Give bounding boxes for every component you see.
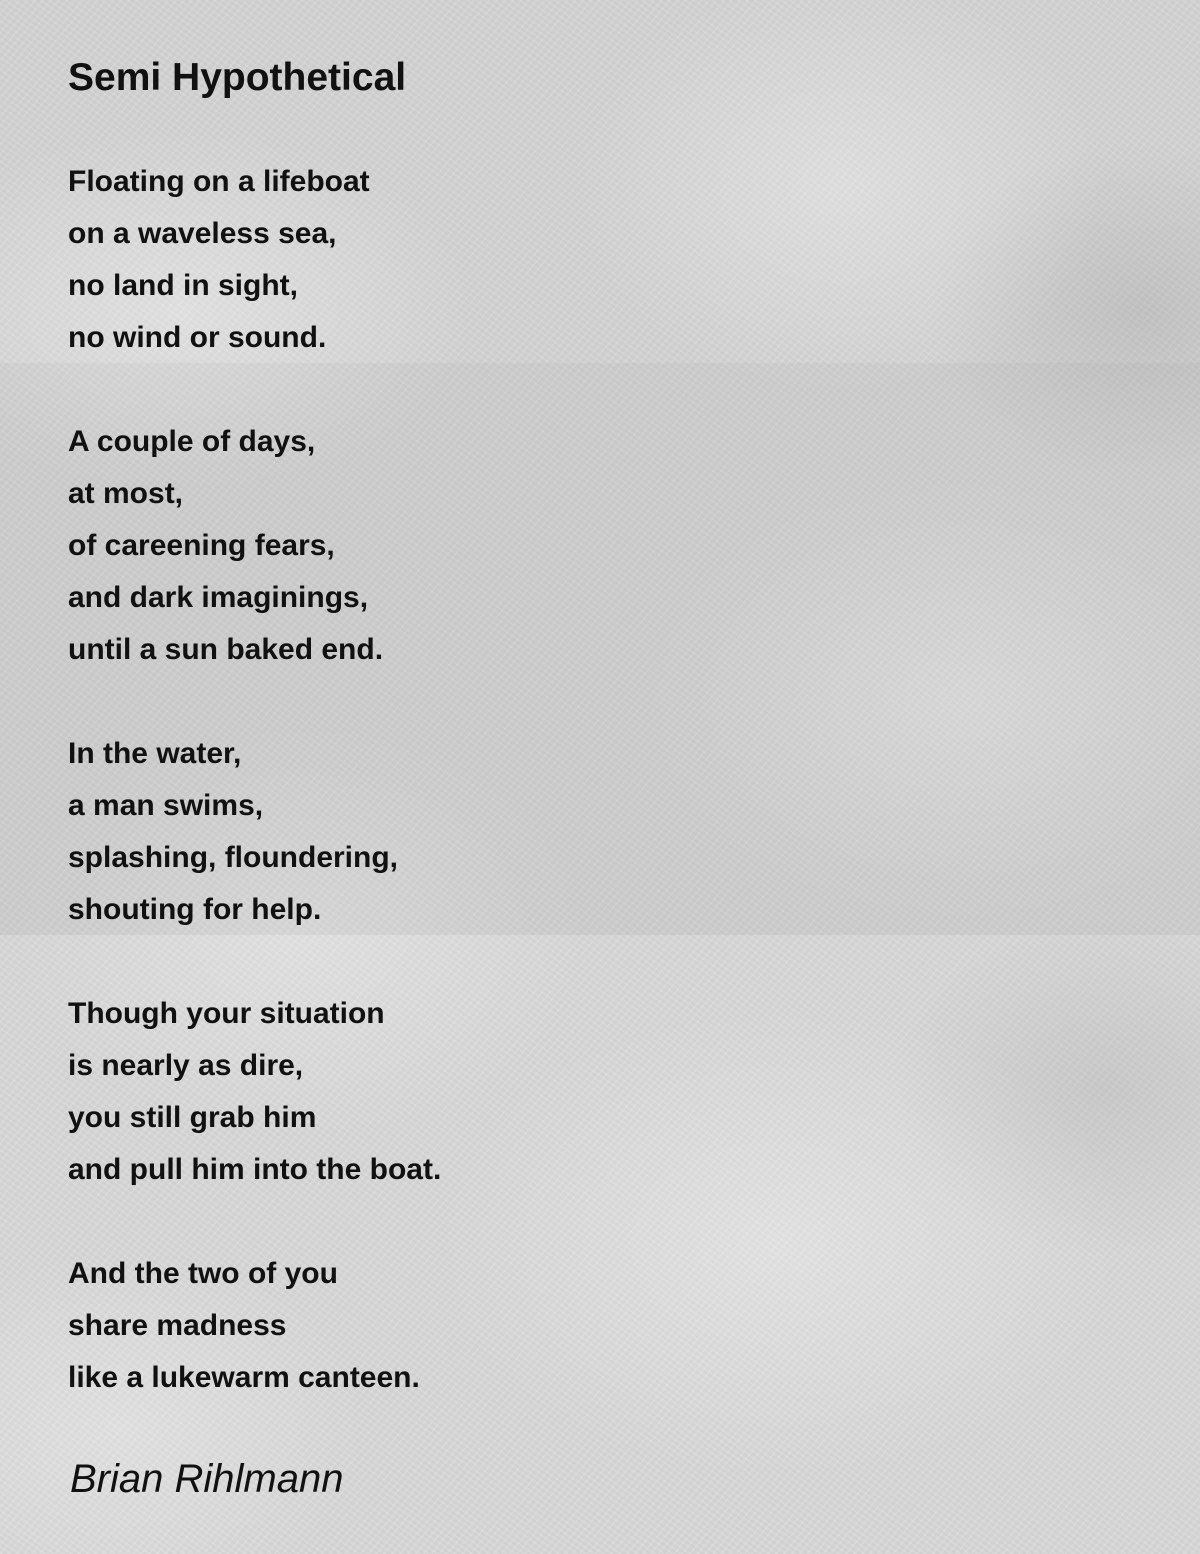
poem-line: Floating on a lifeboat bbox=[68, 165, 370, 198]
poem-line: and dark imaginings, bbox=[68, 581, 369, 614]
poem-line: until a sun baked end. bbox=[68, 633, 384, 666]
poem-line: on a waveless sea, bbox=[68, 217, 337, 250]
poem-line: And the two of you bbox=[68, 1257, 338, 1290]
poem-line: In the water, bbox=[68, 737, 242, 770]
poem-line: no land in sight, bbox=[68, 269, 298, 302]
poem-line: at most, bbox=[68, 477, 184, 510]
poem-author: Brian Rihlmann bbox=[70, 1457, 344, 1501]
poem-line: A couple of days, bbox=[68, 425, 316, 458]
stanza-4 bbox=[68, 988, 1148, 1196]
poem-line: Though your situation bbox=[68, 997, 385, 1030]
stanza-3 bbox=[68, 728, 1148, 936]
stanza-1 bbox=[68, 156, 1148, 364]
poem-line: is nearly as dire, bbox=[68, 1049, 304, 1082]
poem-line: no wind or sound. bbox=[68, 321, 327, 354]
poem-line: shouting for help. bbox=[68, 893, 322, 926]
poem-line: you still grab him bbox=[68, 1101, 317, 1134]
poem-line: like a lukewarm canteen. bbox=[68, 1361, 420, 1394]
poem-line: share madness bbox=[68, 1309, 287, 1342]
poem-line: of careening fears, bbox=[68, 529, 335, 562]
poem-content bbox=[68, 52, 1148, 1456]
poem-body bbox=[68, 156, 1148, 1404]
poem-title: Semi Hypothetical bbox=[68, 56, 407, 99]
poem-line: splashing, floundering, bbox=[68, 841, 398, 874]
stanza-2 bbox=[68, 416, 1148, 676]
poem-line: and pull him into the boat. bbox=[68, 1153, 442, 1186]
poem-line: a man swims, bbox=[68, 789, 264, 822]
stanza-5 bbox=[68, 1248, 1148, 1404]
